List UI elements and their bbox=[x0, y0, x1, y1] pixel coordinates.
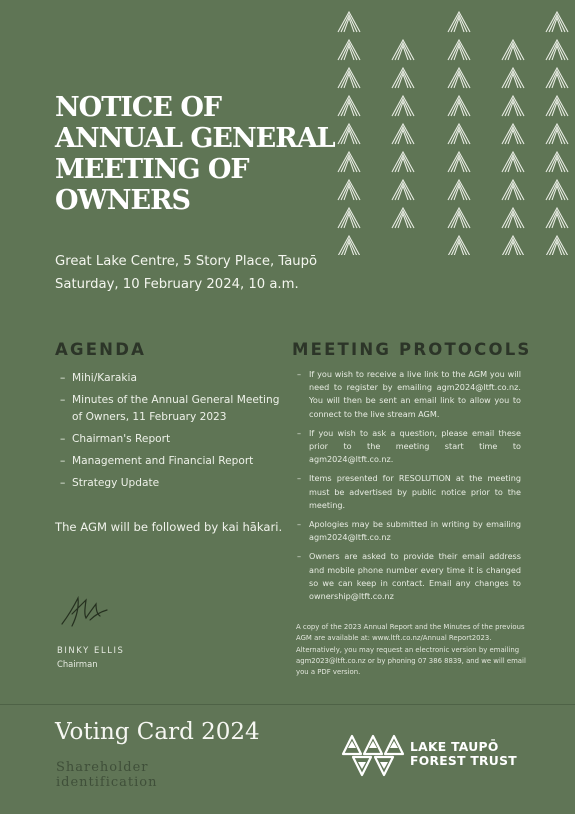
pattern-chevron bbox=[508, 214, 518, 228]
pattern-chevron bbox=[344, 18, 354, 32]
protocol-item: Owners are asked to provide their email address and mobile phone number every time it is changed so we can keep in contact. Email any changes to ownership@ltft.co.nz bbox=[309, 551, 521, 602]
list-item: – Minutes of the Annual General Meeting of Owners, 11 February 2023 bbox=[60, 392, 280, 426]
title-line: NOTICE OF bbox=[55, 92, 222, 123]
pattern-chevron bbox=[398, 158, 408, 172]
meeting-details bbox=[55, 250, 317, 296]
triangle-pattern-icon bbox=[330, 0, 575, 255]
pattern-chevron bbox=[454, 18, 464, 32]
trust-name-line: FOREST TRUST bbox=[410, 754, 517, 768]
agenda-item: Strategy Update bbox=[72, 477, 160, 489]
pattern-chevron bbox=[398, 186, 408, 200]
agenda-item: Chairman's Report bbox=[72, 433, 171, 445]
pattern-chevron bbox=[344, 74, 354, 88]
signatory-role: Chairman bbox=[57, 659, 98, 669]
protocol-item: If you wish to ask a question, please email these prior to the meeting start time to agm2024@ltft.co.nz. bbox=[309, 427, 521, 465]
pattern-chevron bbox=[454, 242, 464, 255]
trust-logo-icon bbox=[341, 733, 405, 779]
meeting-venue: Great Lake Centre, 5 Story Place, Taupō bbox=[55, 254, 318, 269]
subtitle-line: identification bbox=[56, 775, 158, 790]
pattern-chevron bbox=[552, 242, 562, 255]
pattern-chevron bbox=[344, 46, 354, 60]
protocols-heading: MEETING PROTOCOLS bbox=[292, 340, 532, 359]
page-title bbox=[55, 92, 345, 216]
trust-name bbox=[410, 740, 517, 768]
pattern-chevron bbox=[344, 242, 354, 255]
pattern-chevron bbox=[552, 214, 562, 228]
pattern-chevron bbox=[454, 186, 464, 200]
pattern-chevron bbox=[398, 102, 408, 116]
pattern-chevron bbox=[454, 102, 464, 116]
trust-name-line: LAKE TAUPŌ bbox=[410, 740, 499, 754]
protocol-item: Items presented for RESOLUTION at the meeting must be advertised by public notice prior to the meeting. bbox=[309, 473, 521, 510]
title-line: ANNUAL GENERAL bbox=[55, 123, 335, 154]
pattern-chevron bbox=[344, 130, 354, 144]
pattern-chevron bbox=[454, 158, 464, 172]
pattern-chevron bbox=[508, 74, 518, 88]
voting-card-title: Voting Card 2024 bbox=[55, 719, 260, 745]
pattern-chevron bbox=[344, 186, 354, 200]
agenda-heading: AGENDA bbox=[55, 340, 147, 359]
title-line: OWNERS bbox=[55, 185, 191, 216]
list-item: – Chairman's Report bbox=[60, 431, 280, 448]
pattern-chevron bbox=[454, 46, 464, 60]
pattern-chevron bbox=[552, 46, 562, 60]
list-item: – If you wish to ask a question, please email these prior to the meeting start time to agm2024@ltft.co.nz. bbox=[297, 427, 521, 467]
pattern-chevron bbox=[454, 74, 464, 88]
pattern-chevron bbox=[398, 214, 408, 228]
title-line: MEETING OF bbox=[55, 154, 249, 185]
pattern-chevron bbox=[552, 102, 562, 116]
pattern-chevron bbox=[508, 158, 518, 172]
list-item: – If you wish to receive a live link to the AGM you will need to register by emailing agm2024@ltft.co.nz. You will then be sent an email link to allow you to connect to the live stream AGM. bbox=[297, 368, 521, 421]
agenda-item: Mihi/Karakia bbox=[72, 372, 137, 384]
pattern-chevron bbox=[398, 130, 408, 144]
list-item: – Strategy Update bbox=[60, 475, 280, 492]
agenda-list bbox=[60, 370, 280, 497]
pattern-chevron bbox=[552, 158, 562, 172]
pattern-chevron bbox=[508, 102, 518, 116]
agenda-item: Management and Financial Report bbox=[72, 455, 254, 467]
signatory-name: BINKY ELLIS bbox=[57, 645, 125, 655]
pattern-chevron bbox=[508, 186, 518, 200]
list-item: – Management and Financial Report bbox=[60, 453, 280, 470]
list-item: – Owners are asked to provide their email address and mobile phone number every time it is changed so we can keep in contact. Email any changes to ownership@ltft.co.nz bbox=[297, 550, 521, 603]
pattern-chevron bbox=[344, 214, 354, 228]
pattern-chevron bbox=[454, 130, 464, 144]
pattern-chevron bbox=[454, 214, 464, 228]
kai-note: The AGM will be followed by kai hākari. bbox=[55, 520, 283, 534]
pattern-chevron bbox=[552, 74, 562, 88]
annual-report-note: A copy of the 2023 Annual Report and the Minutes of the previous AGM are available at: www.ltft.co.nz/Annual Report2023. Alternatively, you may request an electronic version by emailing agm2023@ltft.co.nz or by phoning 07 386 8839, and we will email you a PDF version. bbox=[296, 623, 526, 677]
protocol-item: Apologies may be submitted in writing by emailing agm2024@ltft.co.nz bbox=[309, 519, 521, 543]
pattern-chevron bbox=[508, 242, 518, 255]
list-item: – Mihi/Karakia bbox=[60, 370, 280, 387]
signature-icon bbox=[60, 594, 110, 628]
pattern-chevron bbox=[552, 186, 562, 200]
subtitle-line: Shareholder bbox=[56, 760, 149, 775]
voting-card-subtitle bbox=[56, 760, 158, 790]
agenda-item: Minutes of the Annual General Meeting of Owners, 11 February 2023 bbox=[72, 394, 280, 423]
pattern-chevron bbox=[552, 18, 562, 32]
pattern-chevron bbox=[552, 130, 562, 144]
pattern-chevron bbox=[344, 102, 354, 116]
pattern-chevron bbox=[508, 130, 518, 144]
pattern-chevron bbox=[508, 46, 518, 60]
pattern-chevron bbox=[398, 46, 408, 60]
list-item: – Items presented for RESOLUTION at the meeting must be advertised by public notice prior to the meeting. bbox=[297, 472, 521, 512]
pattern-chevron bbox=[344, 158, 354, 172]
protocol-item: If you wish to receive a live link to the AGM you will need to register by emailing agm2024@ltft.co.nz. You will then be sent an email link to allow you to connect to the live stream AGM. bbox=[309, 369, 521, 419]
meeting-datetime: Saturday, 10 February 2024, 10 a.m. bbox=[55, 277, 299, 292]
protocols-list bbox=[297, 368, 521, 609]
list-item: – Apologies may be submitted in writing by emailing agm2024@ltft.co.nz bbox=[297, 518, 521, 544]
pattern-chevron bbox=[398, 74, 408, 88]
